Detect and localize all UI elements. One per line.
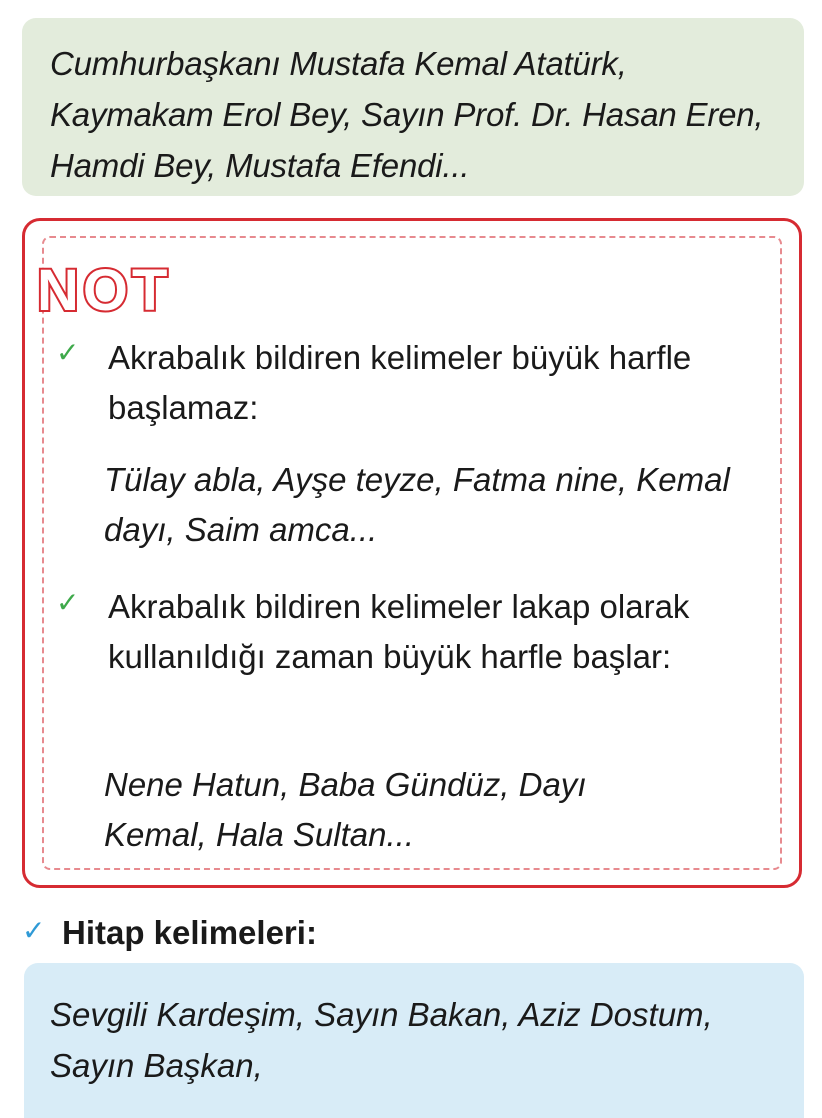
hitap-examples-box — [24, 963, 804, 1118]
proper-title-examples-box — [22, 18, 804, 196]
rule-2-example: Nene Hatun, Baba Gündüz, Dayı Kemal, Hala Sultan... — [104, 766, 587, 853]
proper-title-examples-text: Cumhurbaşkanı Mustafa Kemal Atatürk, Kaymakam Erol Bey, Sayın Prof. Dr. Hasan Eren, Hamdi Bey, Mustafa Efendi... — [50, 45, 764, 184]
check-icon: ✓ — [22, 914, 46, 947]
note-title-outline: NOT — [37, 258, 172, 318]
hitap-examples-text: Sevgili Kardeşim, Sayın Bakan, Aziz Dostum, Sayın Başkan, — [50, 996, 713, 1084]
rule-2-text: Akrabalık bildiren kelimeler lakap olarak kullanıldığı zaman büyük harfle başlar: — [108, 588, 690, 675]
note-title-badge — [33, 258, 203, 318]
rule-1-text: Akrabalık bildiren kelimeler büyük harfle başlamaz: — [108, 339, 692, 426]
check-icon: ✓ — [56, 586, 80, 619]
hitap-heading: Hitap kelimeleri: — [62, 914, 317, 951]
check-icon: ✓ — [56, 336, 80, 369]
rule-1-example: Tülay abla, Ayşe teyze, Fatma nine, Kemal dayı, Saim amca... — [104, 461, 730, 548]
